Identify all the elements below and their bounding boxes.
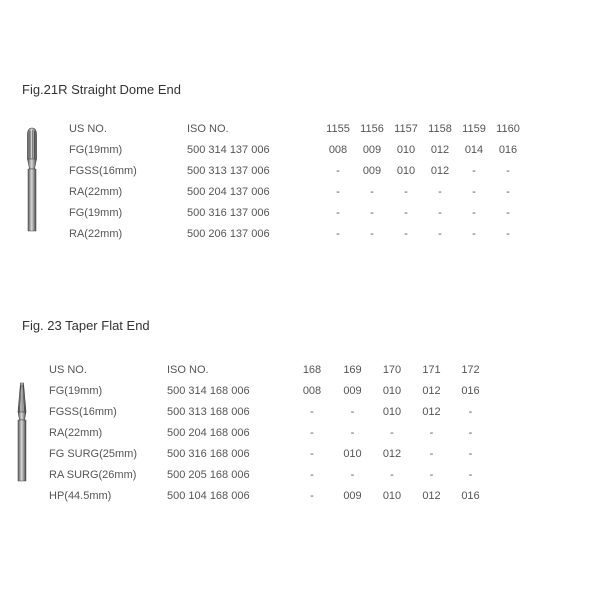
size-cell: -	[506, 227, 510, 240]
size-header: 168	[302, 363, 322, 376]
size-cell: -	[506, 164, 510, 177]
us-no-cell: RA(22mm)	[49, 426, 103, 439]
us-no-cell: FG SURG(25mm)	[49, 447, 137, 460]
size-cell: -	[506, 206, 510, 219]
size-cell: -	[310, 489, 314, 502]
size-header: 1159	[462, 122, 486, 135]
iso-no-cell: 500 205 168 006	[167, 468, 250, 481]
size-cell: -	[438, 185, 442, 198]
straight-dome-end-bur-icon	[24, 127, 40, 233]
iso-no-cell: 500 313 137 006	[187, 164, 270, 177]
size-cell: 010	[396, 164, 416, 177]
size-cell: -	[390, 426, 394, 439]
size-cell: -	[310, 405, 314, 418]
iso-no-cell: 500 316 168 006	[167, 447, 250, 460]
us-no-cell: FG(19mm)	[49, 384, 103, 397]
us-no-cell: RA SURG(26mm)	[49, 468, 137, 481]
size-cell: -	[429, 468, 434, 481]
table-row	[69, 160, 525, 181]
table-row	[49, 422, 490, 443]
table-row	[49, 443, 490, 464]
table-row	[49, 485, 490, 506]
table-row	[49, 380, 490, 401]
iso-no-cell: 500 316 137 006	[187, 206, 270, 219]
size-cell: -	[350, 405, 355, 418]
size-cell: -	[429, 426, 434, 439]
iso-no-cell: 500 204 137 006	[187, 185, 270, 198]
size-cell: 010	[396, 143, 416, 156]
us-no-header: US NO.	[69, 122, 107, 135]
size-cell: -	[404, 227, 408, 240]
table-row	[69, 202, 525, 223]
size-header: 169	[343, 363, 362, 376]
size-cell: 016	[498, 143, 518, 156]
table-row	[49, 464, 490, 485]
size-cell: -	[404, 206, 408, 219]
size-header: 1157	[394, 122, 418, 135]
size-header: 1158	[428, 122, 452, 135]
size-header: 1155	[326, 122, 350, 135]
size-cell: 008	[302, 384, 322, 397]
size-cell: 010	[382, 489, 402, 502]
size-cell: 009	[343, 384, 362, 397]
size-cell: -	[506, 185, 510, 198]
fig23-table	[49, 359, 490, 506]
size-cell: -	[370, 206, 374, 219]
table-row	[69, 139, 525, 160]
iso-no-cell: 500 314 168 006	[167, 384, 250, 397]
size-cell: 010	[382, 405, 402, 418]
fig21-table	[69, 118, 525, 244]
size-cell: -	[370, 185, 374, 198]
size-header: 170	[382, 363, 402, 376]
size-cell: -	[336, 185, 340, 198]
size-cell: -	[390, 468, 394, 481]
size-cell: 009	[343, 489, 362, 502]
size-cell: 012	[382, 447, 402, 460]
size-cell: -	[468, 447, 473, 460]
size-cell: -	[438, 206, 442, 219]
size-cell: -	[370, 227, 374, 240]
size-cell: -	[429, 447, 434, 460]
size-cell: 012	[422, 489, 441, 502]
size-cell: 010	[382, 384, 402, 397]
size-cell: 010	[343, 447, 362, 460]
table-row	[69, 223, 525, 244]
size-cell: -	[438, 227, 442, 240]
us-no-cell: RA(22mm)	[69, 185, 123, 198]
size-cell: 009	[362, 164, 382, 177]
size-cell: 014	[464, 143, 484, 156]
taper-flat-end-bur-icon	[14, 382, 30, 482]
size-cell: -	[404, 185, 408, 198]
size-cell: -	[468, 405, 473, 418]
size-cell: -	[468, 468, 473, 481]
size-header: 1156	[360, 122, 384, 135]
size-cell: -	[472, 206, 476, 219]
us-no-cell: FG(19mm)	[69, 206, 123, 219]
size-cell: 012	[422, 384, 441, 397]
fig23-title: Fig. 23 Taper Flat End	[22, 318, 150, 333]
us-no-header: US NO.	[49, 363, 87, 376]
size-cell: -	[472, 185, 476, 198]
size-cell: 016	[461, 384, 480, 397]
size-cell: -	[468, 426, 473, 439]
size-cell: -	[310, 426, 314, 439]
size-cell: 009	[362, 143, 382, 156]
size-cell: -	[350, 426, 355, 439]
size-cell: -	[310, 468, 314, 481]
size-header: 172	[461, 363, 480, 376]
size-cell: -	[336, 227, 340, 240]
iso-no-cell: 500 206 137 006	[187, 227, 270, 240]
size-cell: 012	[430, 164, 450, 177]
us-no-cell: HP(44.5mm)	[49, 489, 112, 502]
iso-no-cell: 500 313 168 006	[167, 405, 250, 418]
table-row	[49, 401, 490, 422]
size-cell: 016	[461, 489, 480, 502]
size-cell: -	[472, 227, 476, 240]
table-header-row	[69, 118, 525, 139]
size-cell: -	[472, 164, 476, 177]
table-header-row	[49, 359, 490, 380]
size-cell: -	[336, 206, 340, 219]
us-no-cell: FGSS(16mm)	[69, 164, 137, 177]
fig21-title: Fig.21R Straight Dome End	[22, 82, 181, 97]
us-no-cell: FG(19mm)	[69, 143, 123, 156]
size-cell: 008	[328, 143, 348, 156]
iso-no-header: ISO NO.	[167, 363, 209, 376]
iso-no-header: ISO NO.	[187, 122, 229, 135]
us-no-cell: RA(22mm)	[69, 227, 123, 240]
size-cell: 012	[422, 405, 441, 418]
table-row	[69, 181, 525, 202]
size-cell: 012	[430, 143, 450, 156]
iso-no-cell: 500 314 137 006	[187, 143, 270, 156]
us-no-cell: FGSS(16mm)	[49, 405, 117, 418]
size-cell: -	[336, 164, 340, 177]
size-cell: -	[310, 447, 314, 460]
iso-no-cell: 500 104 168 006	[167, 489, 250, 502]
size-cell: -	[350, 468, 355, 481]
size-header: 1160	[496, 122, 520, 135]
iso-no-cell: 500 204 168 006	[167, 426, 250, 439]
size-header: 171	[422, 363, 441, 376]
